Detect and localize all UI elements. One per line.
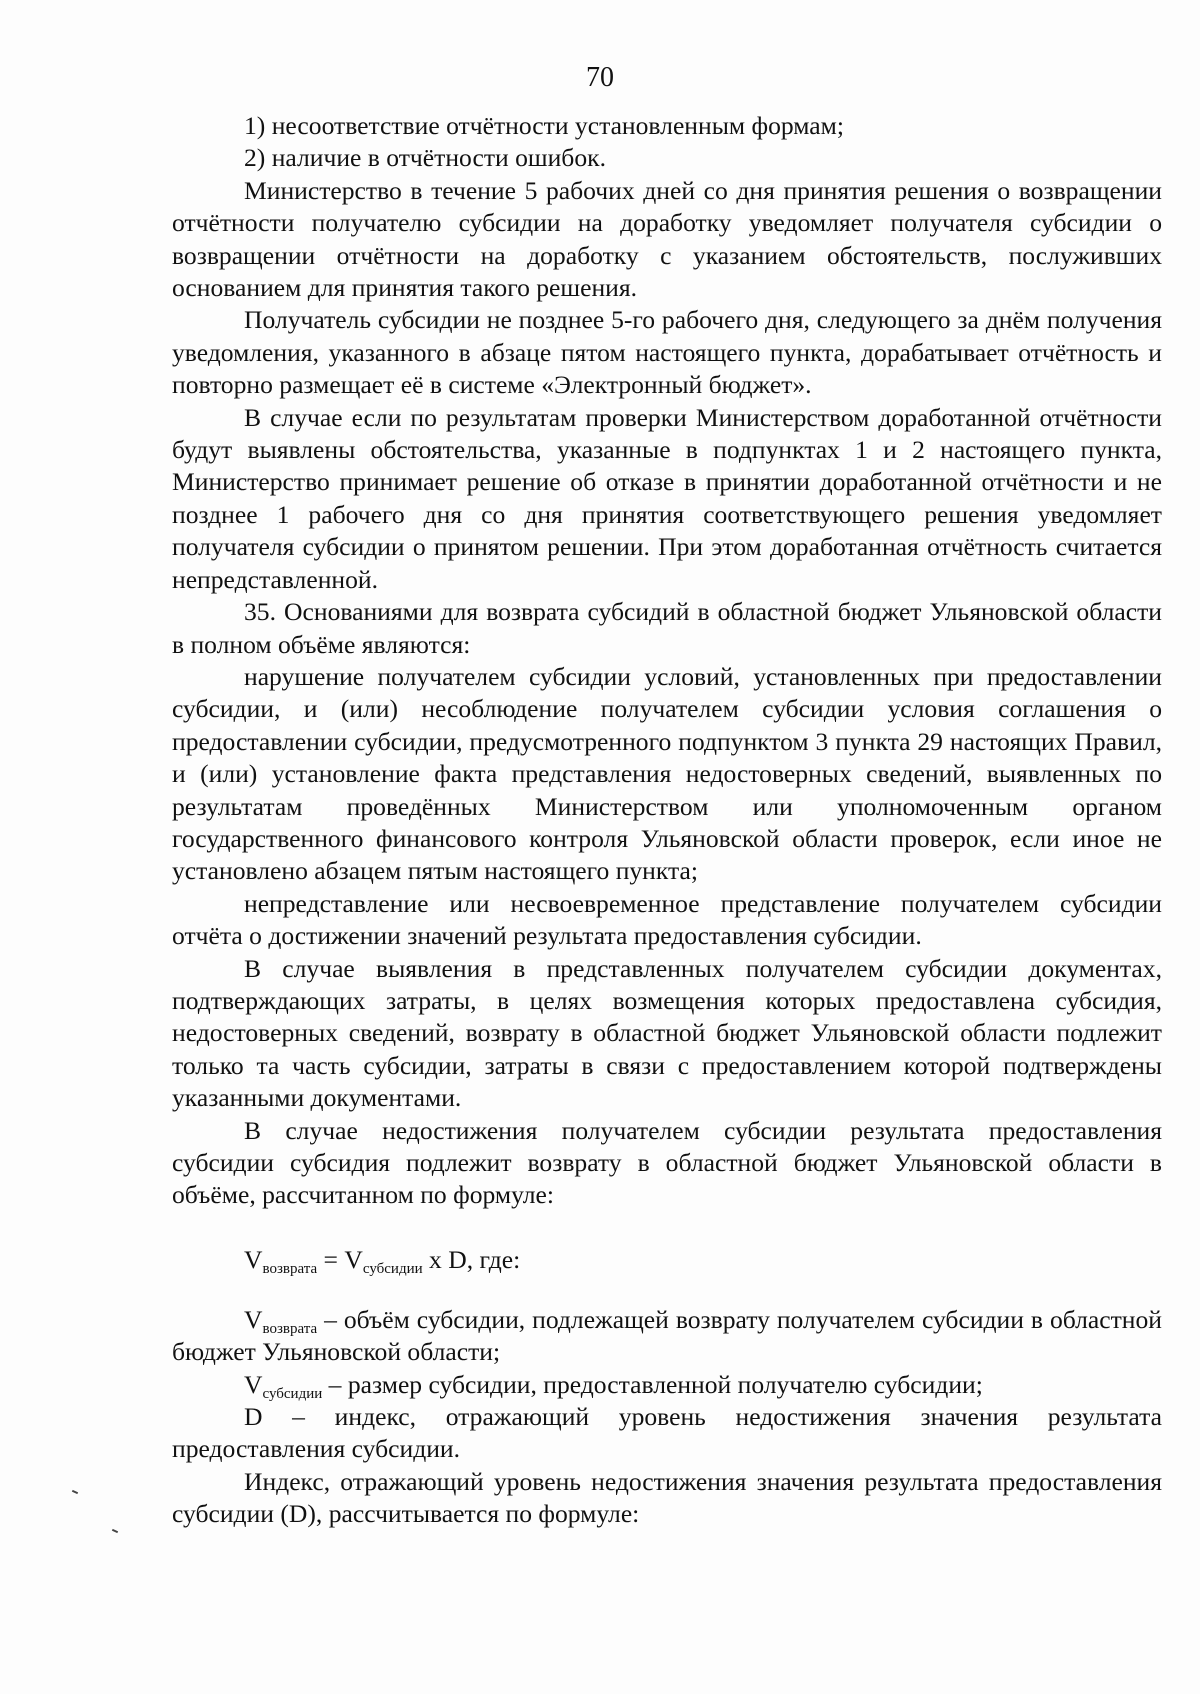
document-body [172,110,1162,1531]
formula-lhs-symbol: V [244,1244,263,1274]
definition-d-index [172,1401,1162,1466]
formula-equals: = [317,1244,345,1274]
paragraph-non-achievement: В случае недостижения получателем субсидии результата предоставления субсидии субсидия подлежит возврату в областной бюджет Ульяновской области в объёме, рассчитанном по формуле: [172,1115,1162,1210]
definition-text: – размер субсидии, предоставленной получателю субсидии; [322,1369,983,1399]
paragraph-refusal: В случае если по результатам проверки Министерством доработанной отчётности будут выявлены обстоятельства, указанные в подпунктах 1 и 2 настоящего пункта, Министерство принимает решение об отказе в принятии доработанной отчётности и не позднее 1 рабочего дня со дня принятия соответствующего решения уведомляет получателя субсидии о принятом решении. При этом доработанная отчётность считается непредставленной. [172,402,1162,594]
paragraph-non-submission: непредставление или несвоевременное представление получателем субсидии отчёта о достижении значений результата предоставления субсидии. [172,888,1162,951]
paragraph-violation: нарушение получателем субсидии условий, установленных при предоставлении субсидии, и (или) несоблюдение получателем субсидии условия соглашения о предоставлении субсидии, предусмотренного подпунктом 3 пункта 29 настоящих Правил, и (или) установление факта представления недостоверных сведений, выявленных по результатам проведённых Министерством или уполномоченным органом государственного финансового контроля Ульяновской области проверок, если иное не установлено абзацем пятым настоящего пункта; [172,661,1162,886]
formula-lhs-subscript: возврата [262,1260,318,1277]
definition-symbol: D [244,1402,263,1432]
definition-v-subsidy [172,1369,1162,1401]
definition-text: – индекс, отражающий уровень недостижения значения результата предоставления субсидии. [172,1402,1162,1464]
paragraph-resubmission: Получатель субсидии не позднее 5-го рабочего дня, следующего за днём получения уведомления, указанного в абзаце пятом настоящего пункта, дорабатывает отчётность и повторно размещает её в системе «Электронный бюджет». [172,305,1162,400]
definition-text: – объём субсидии, подлежащей возврату получателем субсидии в областной бюджет Ульяновской области; [172,1304,1162,1367]
scan-artifact [72,1490,78,1494]
formula-rhs-rest: x D, где: [422,1244,521,1274]
definition-symbol: V [244,1369,263,1399]
scan-artifact [112,1529,118,1533]
list-item-2: 2) наличие в отчётности ошибок. [244,143,606,173]
definition-symbol: V [244,1304,263,1334]
paragraph-clause-35: 35. Основаниями для возврата субсидий в областной бюджет Ульяновской области в полном объёме являются: [172,597,1162,659]
definition-v-return [172,1304,1162,1369]
formula-rhs-symbol: V [344,1244,363,1274]
return-formula [172,1240,1162,1280]
list-item-1: 1) несоответствие отчётности установленным формам; [244,111,844,140]
definition-subscript: субсидии [262,1385,323,1402]
paragraph-notification: Министерство в течение 5 рабочих дней со дня принятия решения о возвращении отчётности получателю субсидии на доработку уведомляет получателя субсидии о возвращении отчётности на доработку с указанием обстоятельств, послуживших основанием для принятия такого решения. [172,175,1162,303]
page-number: 70 [586,62,614,93]
paragraph-false-info: В случае выявления в представленных получателем субсидии документах, подтверждающих затраты, в целях возмещения которых предоставлена субсидия, недостоверных сведений, возврату в областной бюджет Ульяновской области подлежит только та часть субсидии, затраты в связи с предоставлением которой подтверждены указанными документами. [172,953,1162,1113]
formula-rhs-subscript: субсидии [362,1260,423,1277]
paragraph-index-formula-intro: Индекс, отражающий уровень недостижения значения результата предоставления субсидии (D), рассчитывается по формуле: [172,1466,1162,1529]
definition-subscript: возврата [262,1320,318,1337]
